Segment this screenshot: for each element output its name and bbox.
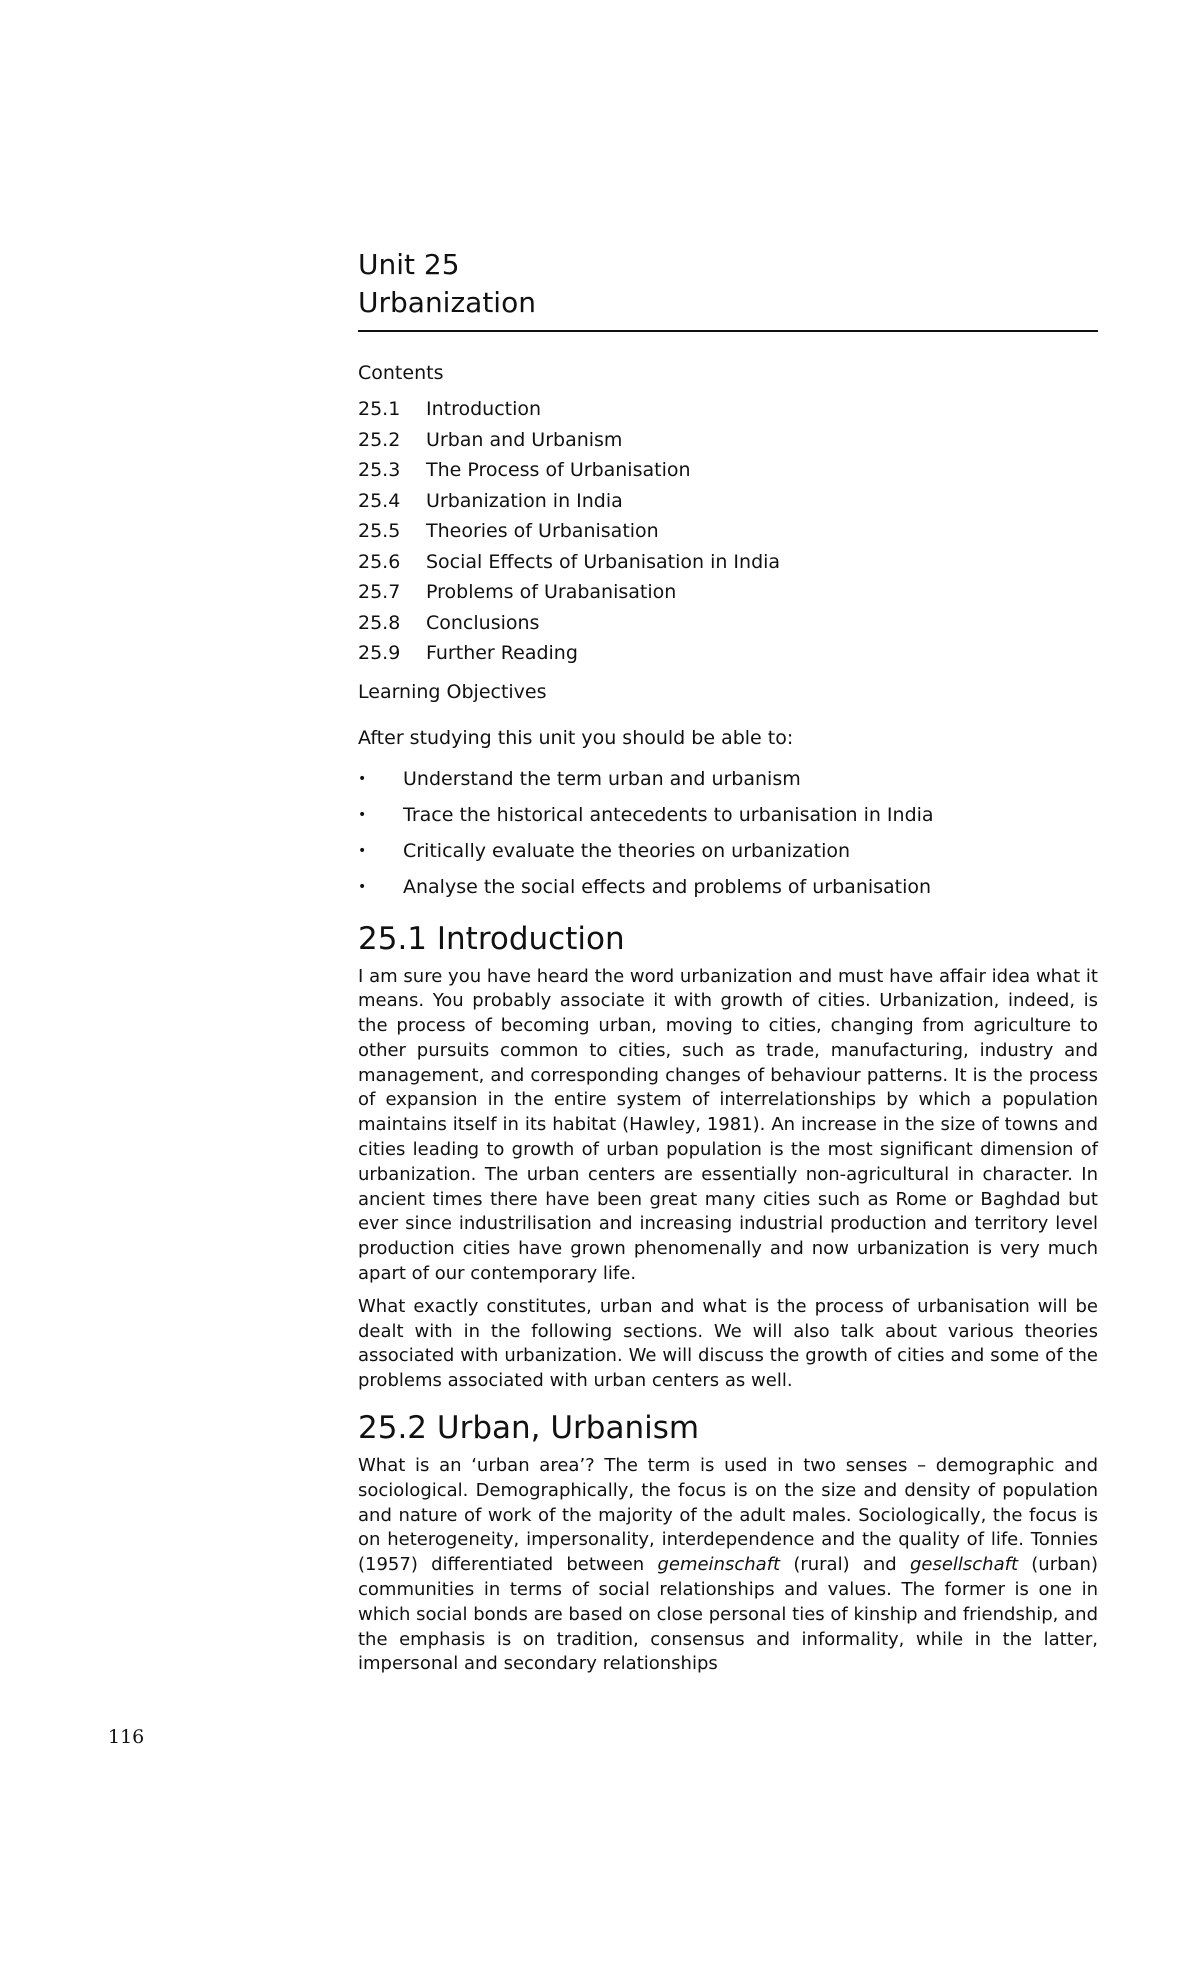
toc-item-number: 25.3 [358,459,401,481]
bullet-icon: • [358,770,367,787]
toc-item-number: 25.4 [358,489,401,512]
toc-item-label: Introduction [426,398,542,420]
toc-item-number: 25.8 [358,611,401,634]
objective-item [358,833,1098,869]
paragraph-text: (rural) and [780,1554,910,1576]
toc-item-number: 25.2 [358,428,401,451]
toc-item [358,547,1098,578]
paragraph-text: (urban) communities in terms of social relationships and values. The former is one in which social bonds are based on close personal ties of kinship and friendship, and the emphasis is on tradition, consensus and informality, while in the latter, impersonal and secondary relationships [358,1554,1098,1675]
toc-item-label: Urbanization in India [426,489,623,512]
learning-objectives-intro: After studying this unit you should be able to: [358,726,794,749]
bullet-icon: • [358,806,367,823]
toc-item [358,394,1098,425]
bullet-icon: • [358,842,367,859]
toc-item-label: Social Effects of Urbanisation in India [426,550,781,573]
objective-item [358,797,1098,833]
page-number: 116 [108,1726,145,1748]
toc-item-number: 25.9 [358,642,401,664]
toc-item-label: Theories of Urbanisation [426,520,659,542]
objective-text: Trace the historical antecedents to urbanisation in India [403,803,934,826]
unit-title: Urbanization [358,286,536,319]
objective-text: Critically evaluate the theories on urbanization [403,839,851,862]
section-heading-introduction: 25.1 Introduction [358,920,625,957]
section-heading-urban-urbanism: 25.2 Urban, Urbanism [358,1410,700,1447]
toc-item-number: 25.1 [358,398,401,420]
toc-item [358,638,1098,669]
unit-number: Unit 25 [358,248,460,281]
table-of-contents [358,394,1098,669]
toc-item [358,577,1098,608]
italic-term-gesellschaft: gesellschaft [909,1554,1019,1576]
bullet-icon: • [358,878,367,895]
objective-text: Analyse the social effects and problems of urbanisation [403,875,932,898]
toc-item-label: The Process of Urbanisation [426,459,691,481]
toc-item [358,455,1098,486]
toc-item-number: 25.7 [358,581,401,603]
introduction-paragraph-2: What exactly constitutes, urban and what is the process of urbanisation will be dealt with in the following sections. We will also talk about various theories associated with urbanization. We will discuss the growth of cities and some of the problems associated with urban centers as well. [358,1295,1098,1392]
toc-item-label: Problems of Urabanisation [426,581,677,603]
toc-item-label: Further Reading [426,642,578,664]
learning-objectives-list [358,761,1098,905]
title-divider [358,330,1098,332]
unit-heading [358,246,1098,322]
toc-item [358,425,1098,456]
page-content [358,246,1098,1685]
toc-item [358,516,1098,547]
toc-item [358,608,1098,639]
toc-item-label: Urban and Urbanism [426,428,623,451]
urban-urbanism-paragraph [358,1454,1098,1677]
paragraph-text: What is an ‘urban area’? The term is used in two senses – demographic and sociological. Demographically, the focus is on the size and density of population and nature of work of the majority of the adult males. Sociologically, the focus is on heterogeneity, impersonality, interdependence and the quality of life. Tonnies (1957) differentiated between [358,1455,1098,1576]
toc-item-label: Conclusions [426,611,540,634]
italic-term-gemeinschaft: gemeinschaft [657,1554,781,1576]
objective-item [358,761,1098,797]
contents-label: Contents [358,362,444,384]
learning-objectives-label: Learning Objectives [358,680,547,703]
objective-item [358,869,1098,905]
introduction-paragraph-1: I am sure you have heard the word urbanization and must have affair idea what it means. You probably associate it with growth of cities. Urbanization, indeed, is the process of becoming urban, moving to cities, changing from agriculture to other pursuits common to cities, such as trade, manufacturing, industry and management, and corresponding changes of behaviour patterns. It is the process of expansion in the entire system of interrelationships by which a population maintains itself in its habitat (Hawley, 1981). An increase in the size of towns and cities leading to growth of urban population is the most significant dimension of urbanization. The urban centers are essentially non-agricultural in character. In ancient times there have been great many cities such as Rome or Baghdad but ever since industrilisation and increasing industrial production and territory level production cities have grown phenomenally and now urbanization is very much apart of our contemporary life. [358,965,1098,1285]
toc-item [358,486,1098,517]
toc-item-number: 25.6 [358,550,401,573]
objective-text: Understand the term urban and urbanism [403,767,801,790]
toc-item-number: 25.5 [358,520,401,542]
